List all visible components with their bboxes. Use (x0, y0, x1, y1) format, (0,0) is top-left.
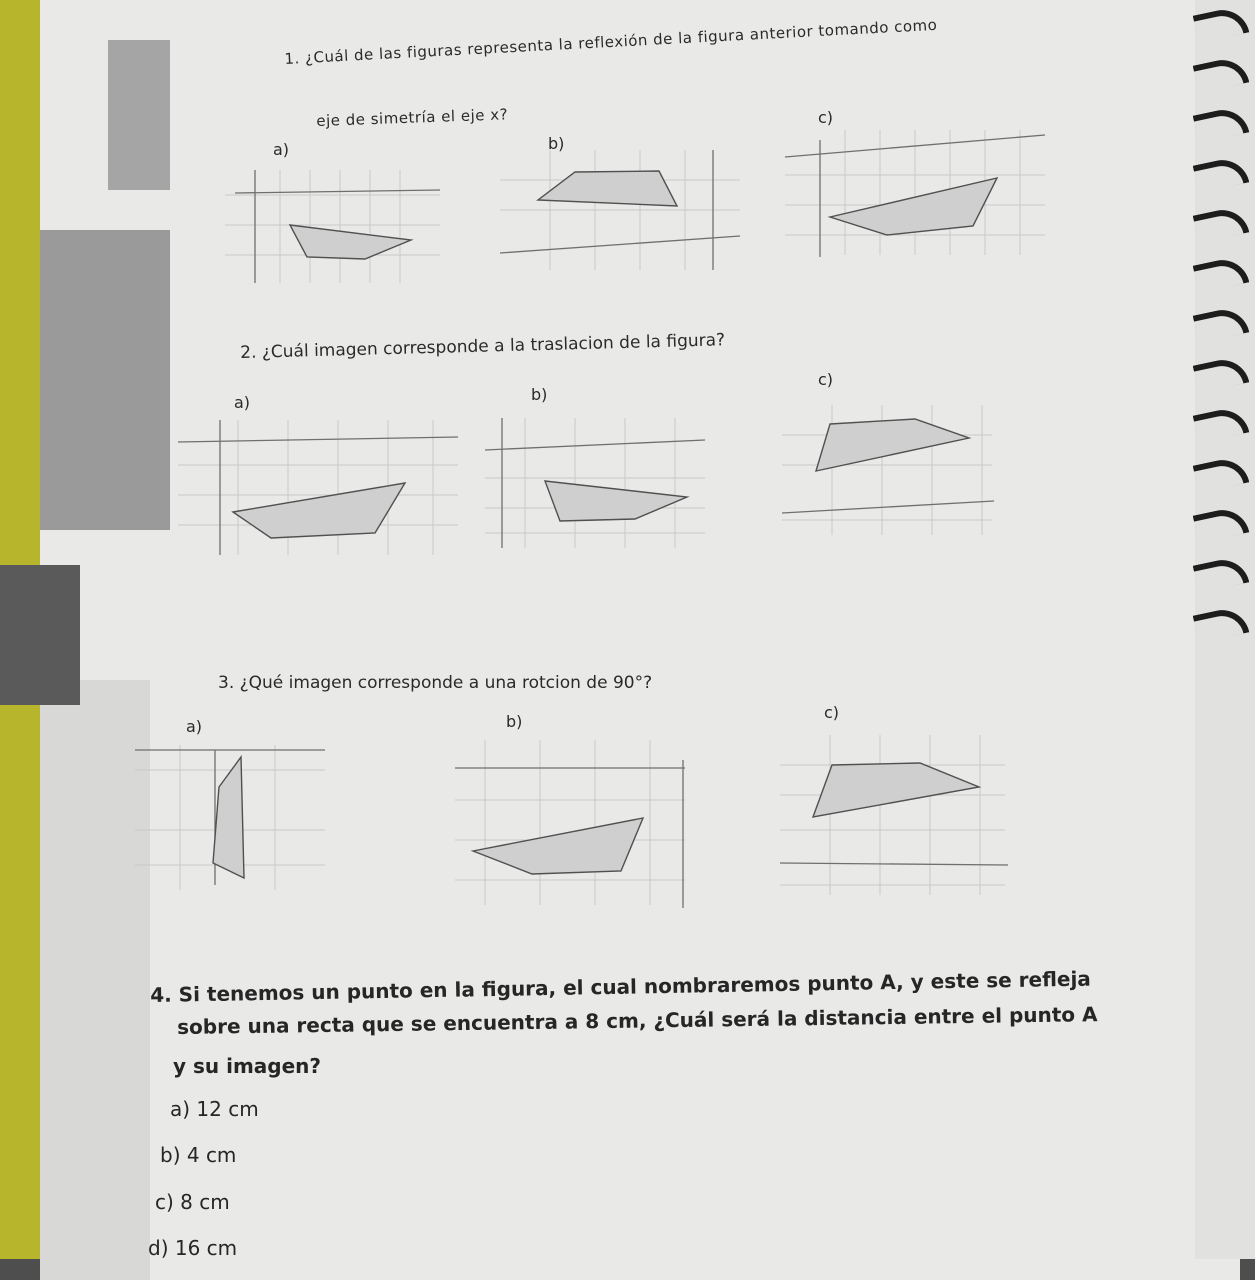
q3-a-quadrilateral (213, 757, 244, 878)
q2-option-c-label: c) (818, 370, 834, 389)
question-4-line-3: y su imagen? (173, 1054, 322, 1078)
answer-option-b[interactable]: b) 4 cm (160, 1143, 237, 1167)
q1-option-b-label: b) (548, 134, 565, 153)
question-1-line-2: eje de simetría el eje x? (316, 105, 509, 130)
q3-option-c-graph[interactable] (780, 735, 1010, 900)
q1-c-quadrilateral (830, 178, 997, 235)
answer-option-a[interactable]: a) 12 cm (170, 1097, 259, 1121)
spiral-binding (1195, 0, 1255, 1259)
q3-option-a-graph[interactable] (135, 745, 330, 895)
q1-option-a-graph[interactable] (225, 165, 445, 285)
divider-tab (40, 230, 170, 530)
q2-option-b-label: b) (531, 385, 548, 404)
q3-option-b-label: b) (506, 712, 523, 731)
q1-a-quadrilateral (290, 225, 411, 259)
q3-option-c-label: c) (824, 703, 840, 722)
q2-a-quadrilateral (233, 483, 405, 538)
question-2-text: 2. ¿Cuál imagen corresponde a la traslacion de la figura? (240, 330, 726, 363)
q1-option-a-label: a) (273, 140, 290, 159)
q1-b-quadrilateral (538, 171, 677, 206)
q2-option-c-graph[interactable] (782, 405, 997, 540)
answer-option-d[interactable]: d) 16 cm (148, 1236, 238, 1260)
q2-b-quadrilateral (545, 481, 687, 521)
page-shadow (40, 680, 150, 1280)
divider-tab (0, 565, 80, 705)
question-3-text: 3. ¿Qué imagen corresponde a una rotcion de 90°? (218, 673, 653, 693)
question-4-line-2: sobre una recta que se encuentra a 8 cm, ¿Cuál será la distancia entre el punto A (177, 1002, 1098, 1039)
q3-option-b-graph[interactable] (455, 740, 690, 910)
q2-c-quadrilateral (816, 419, 969, 471)
question-1-line-1: 1. ¿Cuál de las figuras representa la reflexión de la figura anterior tomando como (284, 15, 938, 68)
q2-option-a-graph[interactable] (178, 415, 460, 560)
q3-option-a-label: a) (186, 717, 203, 736)
q3-b-quadrilateral (473, 818, 643, 874)
q1-option-c-graph[interactable] (785, 125, 1050, 260)
q1-option-c-label: c) (818, 108, 834, 127)
q2-option-a-label: a) (234, 393, 251, 412)
question-4-line-1: 4. Si tenemos un punto en la figura, el cual nombraremos punto A, y este se refleja (150, 966, 1092, 1007)
q3-c-quadrilateral (813, 763, 979, 817)
q2-option-b-graph[interactable] (485, 418, 710, 553)
q1-option-b-graph[interactable] (500, 150, 745, 275)
divider-tab (108, 40, 170, 190)
answer-option-c[interactable]: c) 8 cm (155, 1190, 230, 1214)
